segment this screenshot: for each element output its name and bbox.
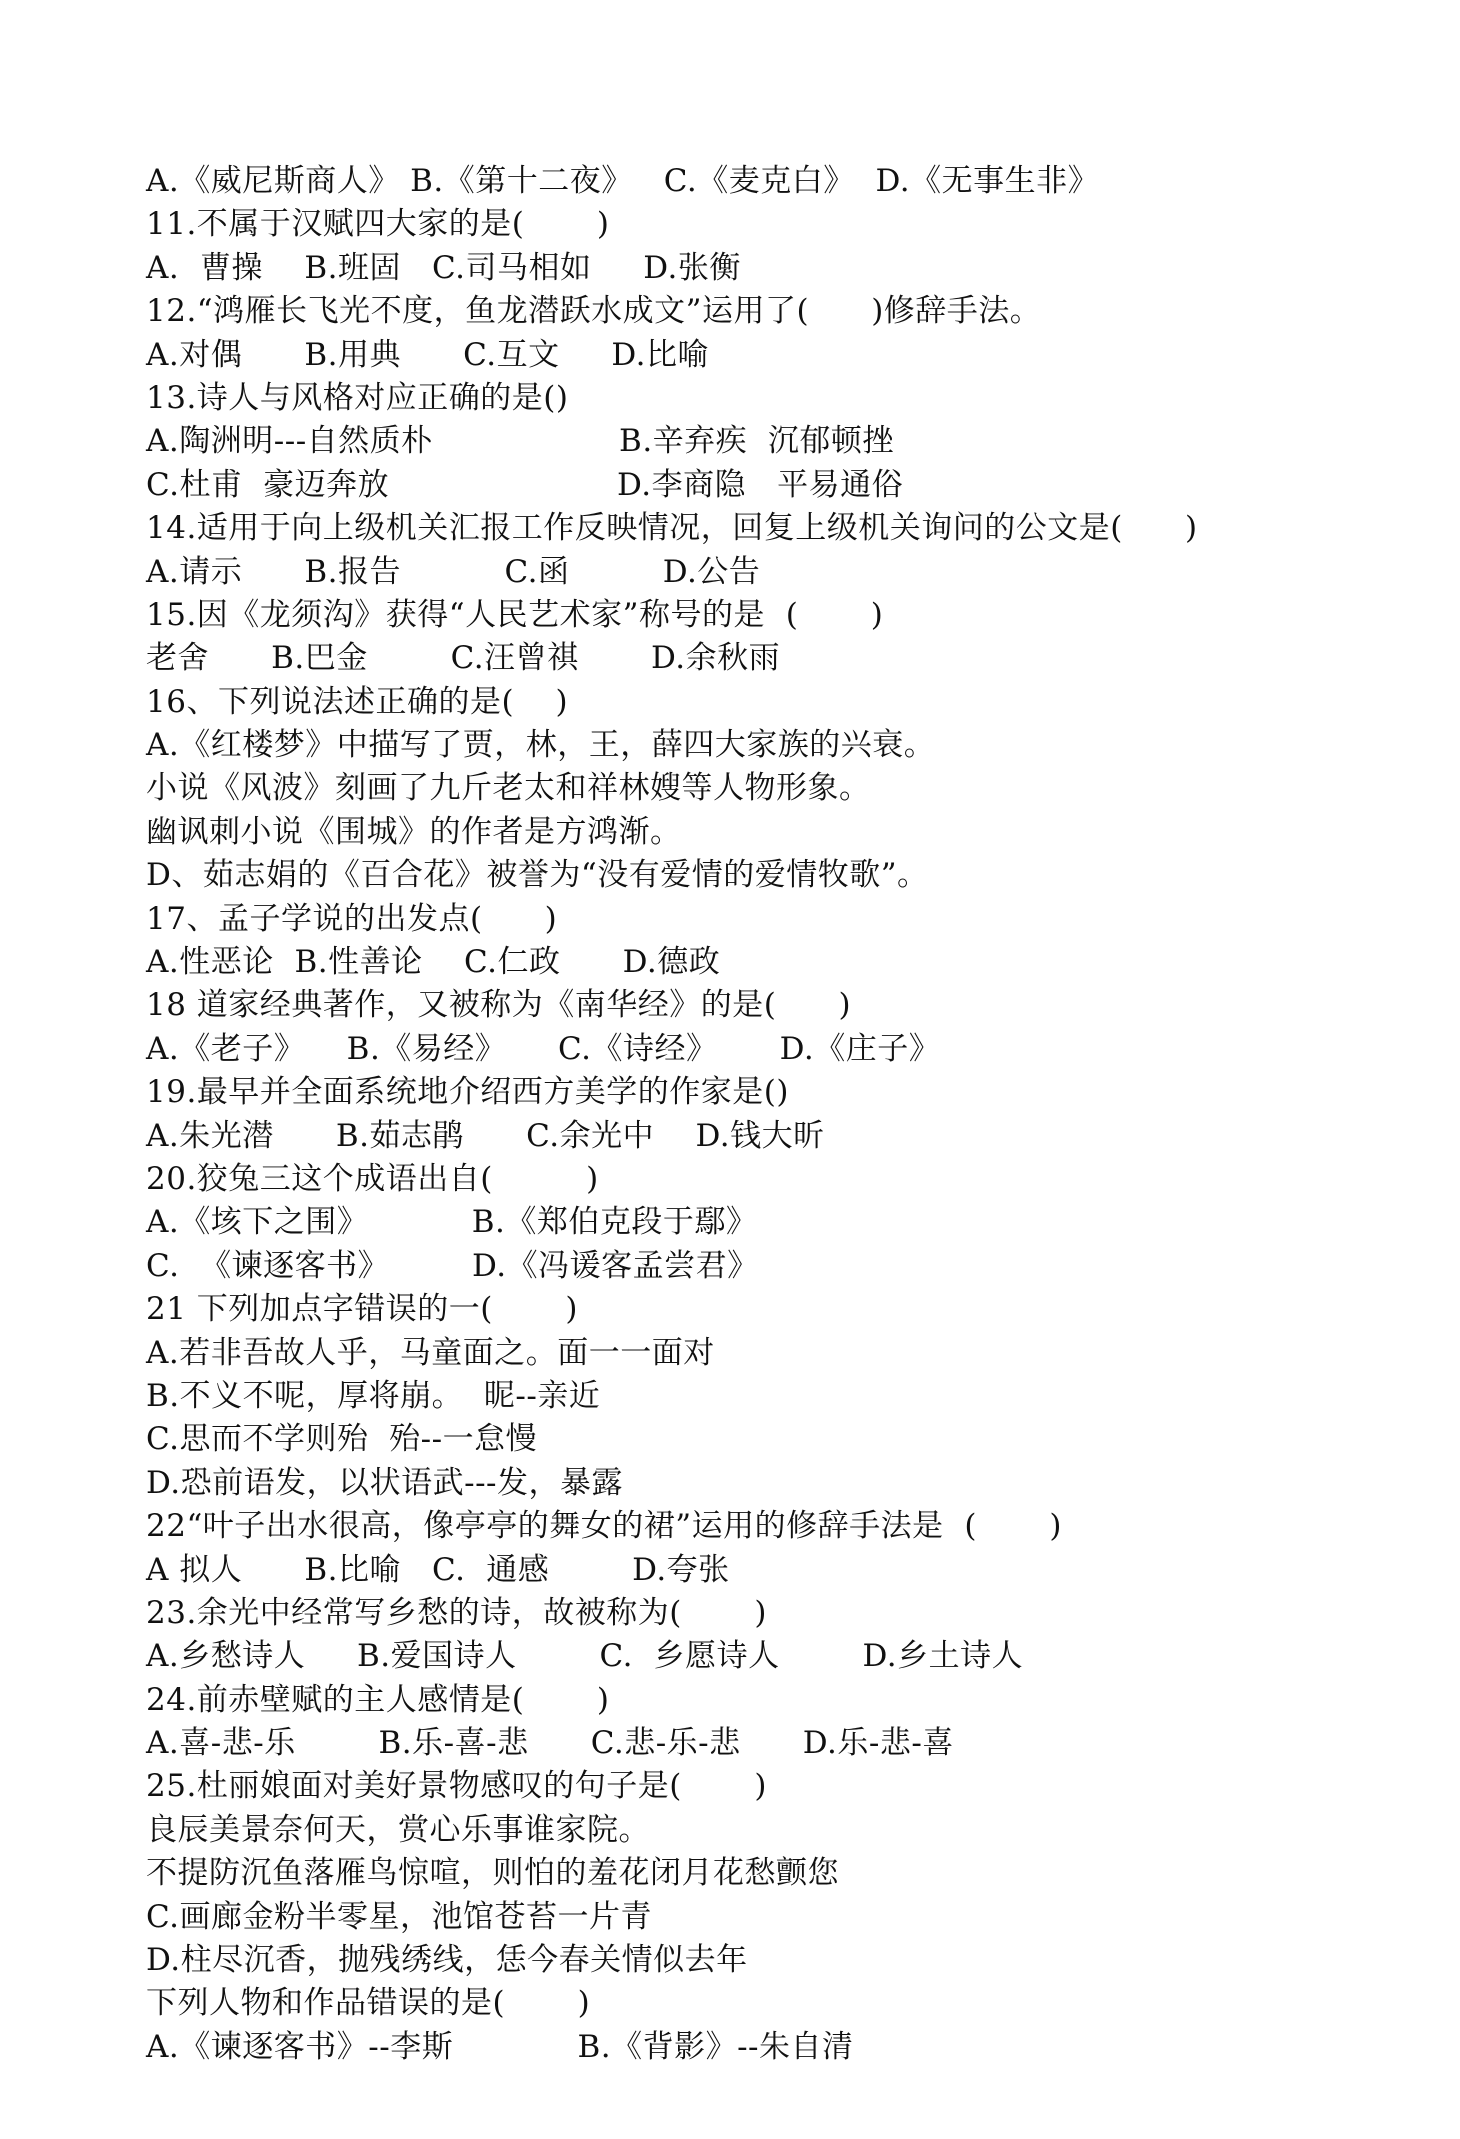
options-line: A.《谏逐客书》--李斯 B.《背影》--朱自清	[146, 2028, 854, 2065]
options-line: D.柱尽沉香，抛残绣线，恁今春关情似去年	[146, 1942, 748, 1979]
options-line: 老舍 B.巴金 C.汪曾祺 D.余秋雨	[146, 640, 781, 677]
options-line: 小说《风波》刻画了九斤老太和祥林嫂等人物形象。	[146, 770, 871, 807]
question-11: 11.不属于汉赋四大家的是( )	[146, 206, 610, 243]
options-line: A.喜-悲-乐 B.乐-喜-悲 C.悲-乐-悲 D.乐-悲-喜	[146, 1725, 954, 1762]
question-24: 24.前赤壁赋的主人感情是( )	[146, 1681, 610, 1718]
question-22: 22“叶子出水很高，像亭亭的舞女的裙”运用的修辞手法是 ( )	[146, 1508, 1063, 1545]
options-line: 不提防沉鱼落雁鸟惊喧，则怕的羞花闭月花愁颤您	[146, 1855, 839, 1892]
options-line: A.陶洲明---自然质朴 B.辛弃疾 沉郁顿挫	[146, 423, 894, 460]
options-line: A.若非吾故人乎，马童面之。面一一面对	[146, 1334, 715, 1371]
question-21: 21 下列加点字错误的一( )	[146, 1291, 578, 1328]
question-25: 25.杜丽娘面对美好景物感叹的句子是( )	[146, 1768, 767, 1805]
question-13: 13.诗人与风格对应正确的是()	[146, 379, 569, 416]
options-line: C.杜甫 豪迈奔放 D.李商隐 平易通俗	[146, 466, 904, 503]
question-14: 14.适用于向上级机关汇报工作反映情况，回复上级机关询问的公文是( )	[146, 510, 1198, 547]
options-line: A.《红楼梦》中描写了贾，林，王，薛四大家族的兴衰。	[146, 727, 936, 764]
options-line: A.《垓下之围》 B.《郑伯克段于鄢》	[146, 1204, 758, 1241]
question-23: 23.余光中经常写乡愁的诗，故被称为( )	[146, 1594, 767, 1631]
question-15: 15.因《龙须沟》获得“人民艺术家”称号的是 ( )	[146, 596, 884, 633]
question-18: 18 道家经典著作，又被称为《南华经》的是( )	[146, 987, 852, 1024]
question-19: 19.最早并全面系统地介绍西方美学的作家是()	[146, 1074, 789, 1111]
text-line: A.《威尼斯商人》 B.《第十二夜》 C.《麦克白》 D.《无事生非》	[146, 163, 1100, 199]
options-line: A.乡愁诗人 B.爱国诗人 C. 乡愿诗人 D.乡土诗人	[146, 1638, 1024, 1675]
options-line: A.《老子》 B.《易经》 C.《诗经》 D.《庄子》	[146, 1030, 941, 1067]
question-12: 12.“鸿雁长飞光不度，鱼龙潜跃水成文”运用了( )修辞手法。	[146, 293, 1042, 330]
options-line: B.不义不呢，厚将崩。 昵--亲近	[146, 1377, 601, 1414]
question-16: 16、下列说法述正确的是( )	[146, 683, 569, 720]
options-line: 幽讽刺小说《围城》的作者是方鸿渐。	[146, 813, 682, 850]
options-line: A.朱光潜 B.茹志鹃 C.余光中 D.钱大昕	[146, 1117, 825, 1154]
options-line: A. 曹操 B.班固 C.司马相如 D.张衡	[146, 249, 741, 286]
question-text-body	[146, 160, 1366, 2069]
options-line: 良辰美景奈何天，赏心乐事谁家院。	[146, 1811, 650, 1848]
options-line: C.画廊金粉半零星，池馆苍苔一片青	[146, 1898, 652, 1935]
options-line: D.恐前语发，以状语武---发，暴露	[146, 1464, 624, 1501]
options-line: C.思而不学则殆 殆--一怠慢	[146, 1421, 538, 1458]
options-line: A.请示 B.报告 C.函 D.公告	[146, 553, 761, 590]
options-line: A.对偶 B.用典 C.互文 D.比喻	[146, 336, 709, 373]
question-17: 17、孟子学说的出发点( )	[146, 900, 558, 937]
question-26: 下列人物和作品错误的是( )	[146, 1985, 591, 2022]
options-line: A.性恶论 B.性善论 C.仁政 D.德政	[146, 944, 721, 981]
options-line: C. 《谏逐客书》 D.《冯谖客孟尝君》	[146, 1247, 759, 1284]
question-20: 20.狡兔三这个成语出自( )	[146, 1160, 599, 1197]
options-line: A 拟人 B.比喻 C. 通感 D.夸张	[146, 1551, 730, 1588]
options-line: D、茹志娟的《百合花》被誉为“没有爱情的爱情牧歌”。	[146, 857, 929, 894]
